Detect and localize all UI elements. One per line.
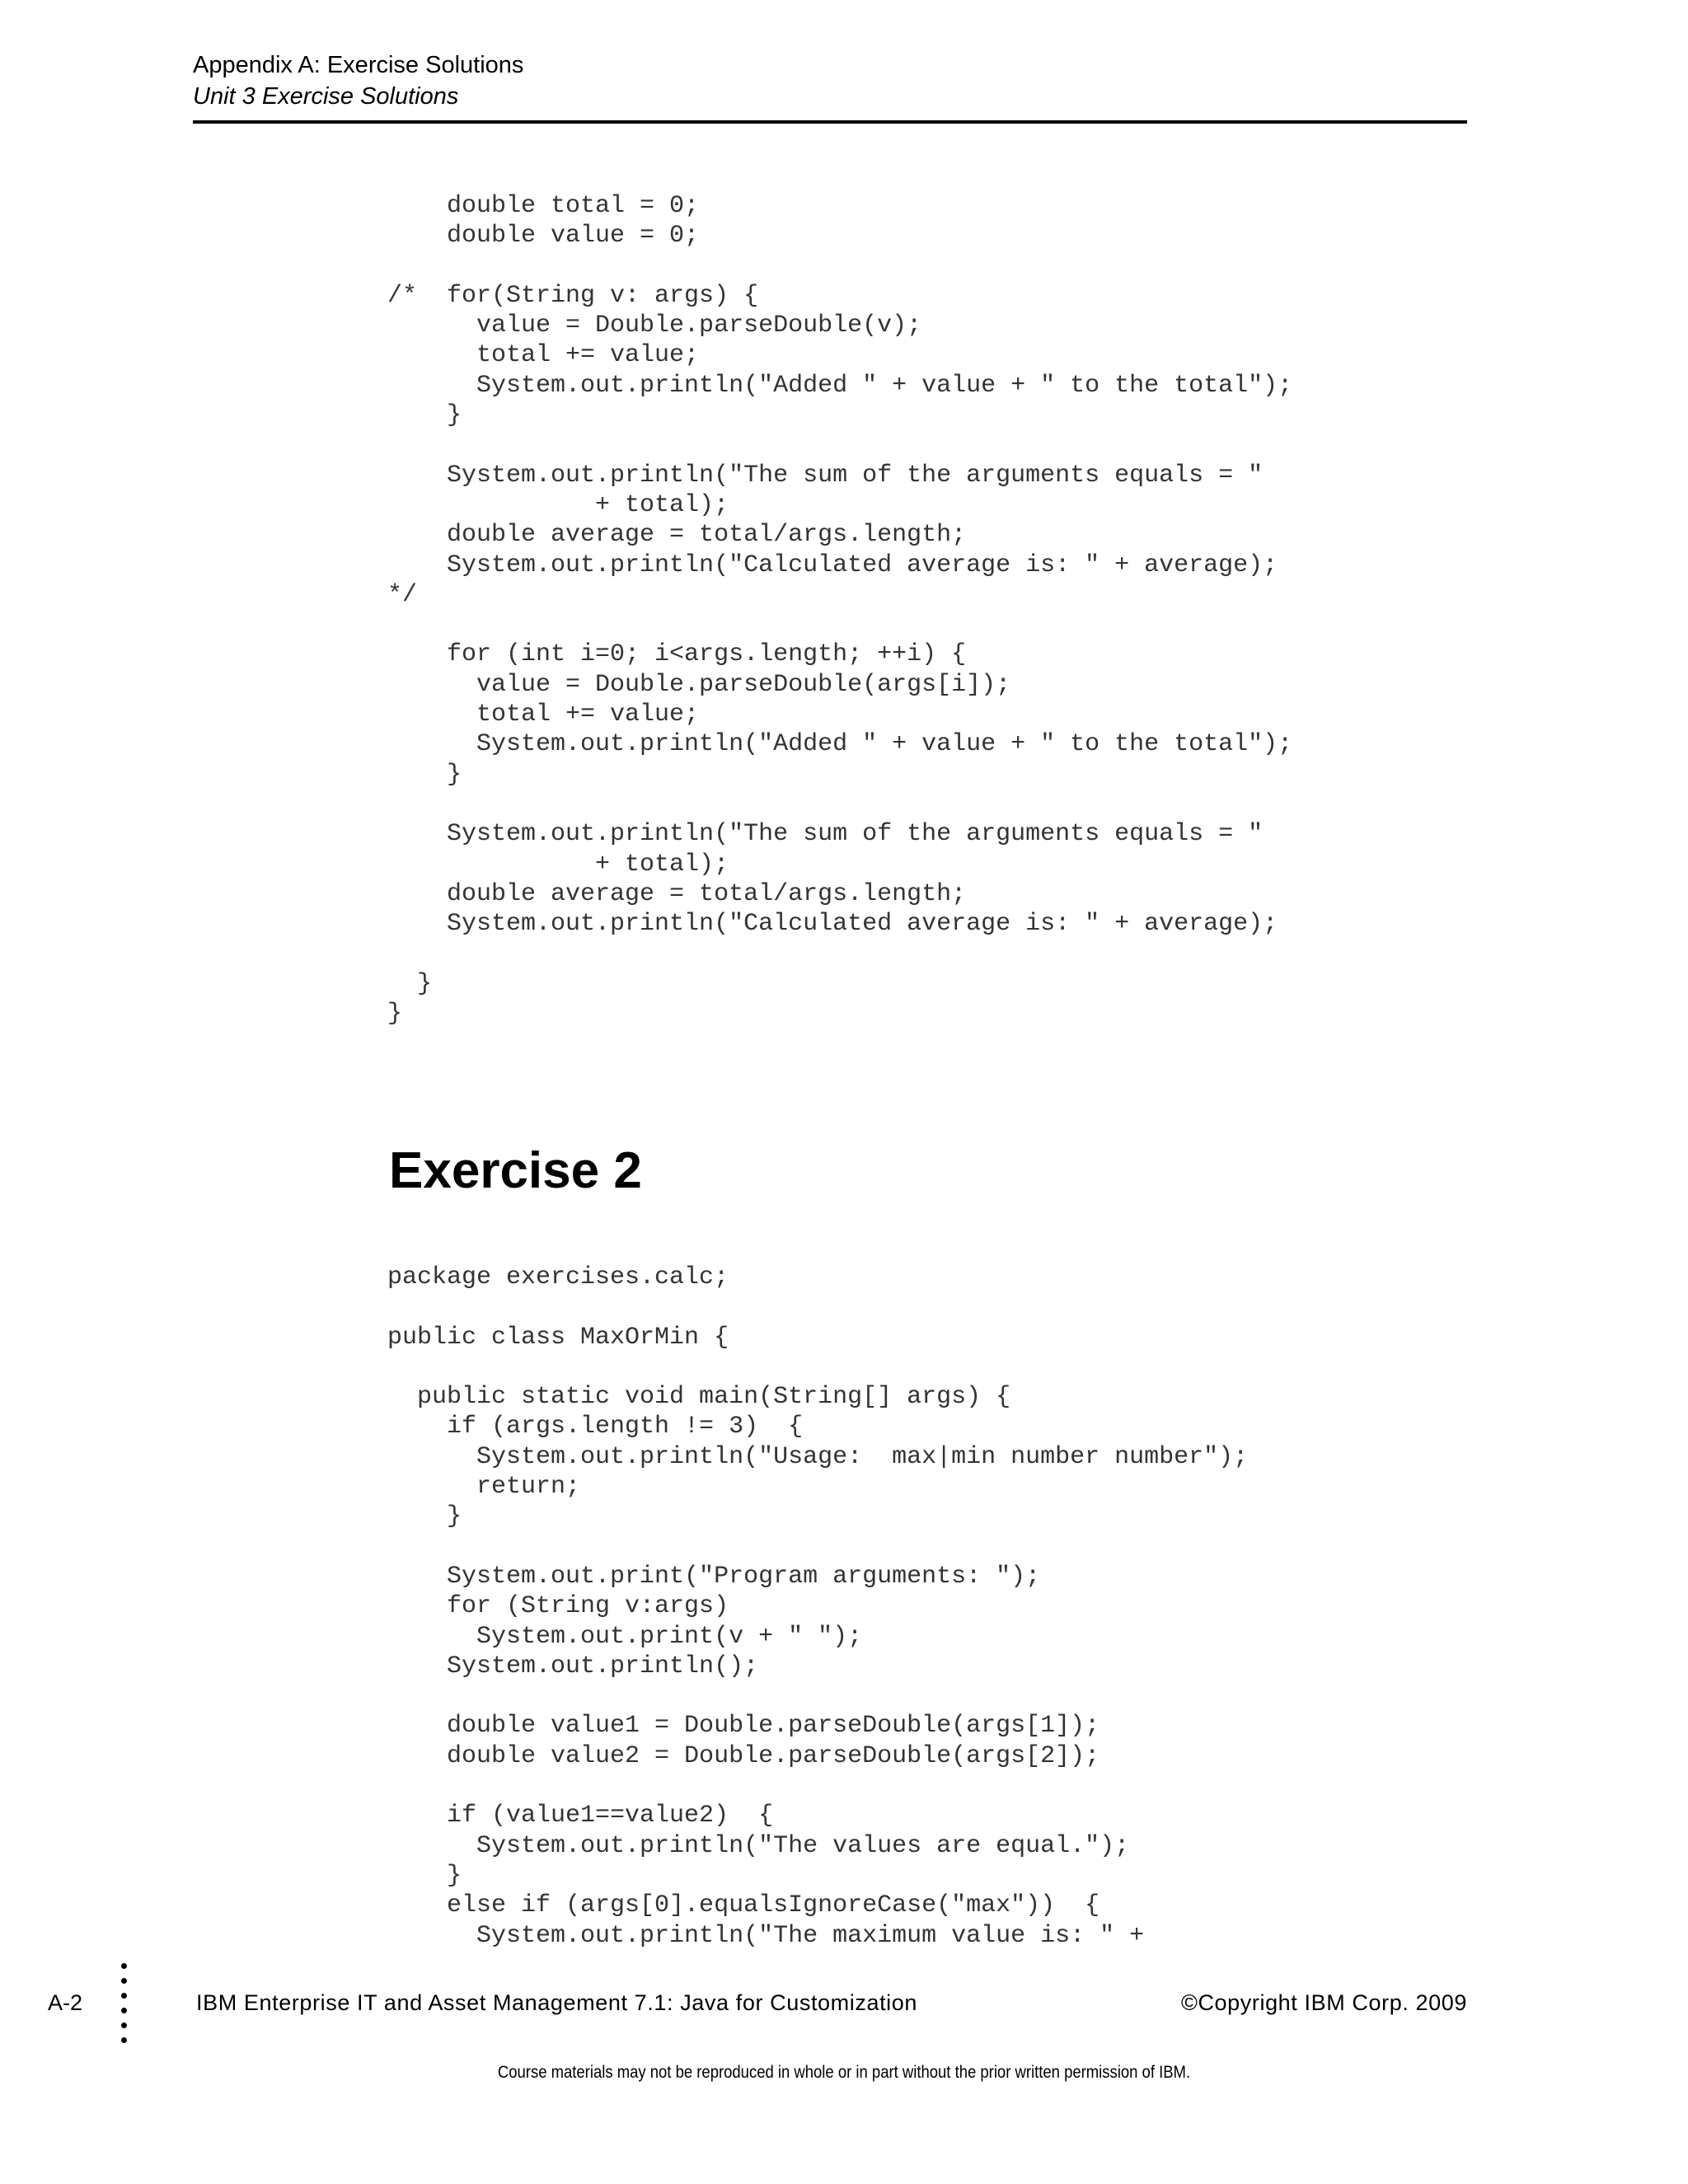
footer-notice: Course materials may not be reproduced in whole or in part without the prior written permission of IBM. xyxy=(497,2063,1191,2082)
code-listing-exercise2: package exercises.calc; public class MaxOrMin { public static void main(String[] args) { if (args.length != 3) { System.out.println("Usage: max|min number number"); return; } System.out.print("Program arguments: "); for (String v:args) System.out.print(v + " "); System.out.println(); double value1 = Double.parseDouble(args[1]); double value2 = Double.parseDouble(args[2]); if (value1==value2) { System.out.println("The values are equal."); } else if (args[0].equalsIgnoreCase("max")) { System.out.println("The maximum value is: " + xyxy=(387,1263,1249,1950)
footer-dots-decoration xyxy=(121,1963,128,2052)
header-subtitle: Unit 3 Exercise Solutions xyxy=(193,83,459,110)
header-divider xyxy=(193,120,1467,124)
section-heading: Exercise 2 xyxy=(389,1142,642,1199)
footer-course-title: IBM Enterprise IT and Asset Management 7.1: Java for Customization xyxy=(196,1990,918,2015)
header-title: Appendix A: Exercise Solutions xyxy=(193,52,524,78)
code-listing-unit3-exercise1: double total = 0; double value = 0; /* for(String v: args) { value = Double.parseDouble(v); total += value; System.out.println("Added " + value + " to the total"); } System.out.println("The sum of the arguments equals = " + total); double average = total/args.length; System.out.println("Calculated average is: " + average); */ for (int i=0; i<args.length; ++i) { value = Double.parseDouble(args[i]); total += value; System.out.println("Added " + value + " to the total"); } System.out.println("The sum of the arguments equals = " + total); double average = total/args.length; System.out.println("Calculated average is: " + average); } } xyxy=(387,192,1293,1029)
footer-copyright: ©Copyright IBM Corp. 2009 xyxy=(1180,1990,1467,2015)
page-header xyxy=(193,49,1467,112)
page-number: A-2 xyxy=(48,1990,83,2015)
